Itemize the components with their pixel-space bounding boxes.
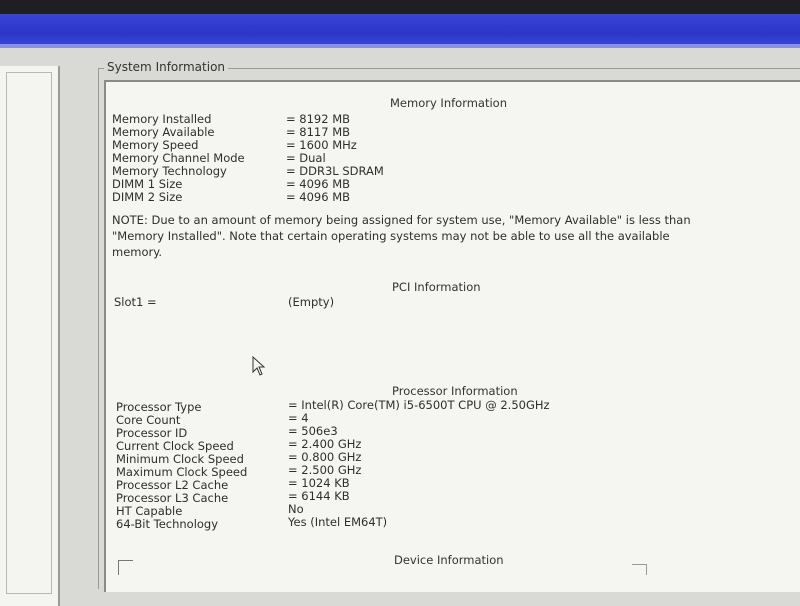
panel-edge-mark (632, 564, 647, 575)
title-bar (0, 14, 800, 46)
processor-label: Processor L3 Cache (116, 491, 229, 505)
memory-heading: Memory Information (390, 96, 507, 110)
processor-value: = 6144 KB (288, 489, 350, 503)
processor-label: Maximum Clock Speed (116, 465, 248, 479)
device-heading: Device Information (394, 553, 504, 567)
memory-value: = 1600 MHz (286, 138, 357, 152)
memory-value: = Dual (286, 151, 326, 165)
processor-label: Processor L2 Cache (116, 478, 229, 492)
system-information-panel[interactable] (104, 80, 800, 592)
memory-label: Memory Technology (112, 164, 227, 178)
memory-label: Memory Available (112, 125, 215, 139)
processor-value: = 2.400 GHz (288, 437, 362, 451)
pci-slot-value: (Empty) (288, 295, 335, 309)
memory-label: Memory Channel Mode (112, 151, 245, 165)
processor-label: Core Count (116, 413, 181, 427)
memory-label: DIMM 1 Size (112, 177, 183, 191)
processor-value: = 506e3 (288, 424, 338, 438)
mouse-pointer-icon (252, 356, 268, 376)
processor-label: Minimum Clock Speed (116, 452, 244, 466)
pci-slot-label: Slot1 = (114, 295, 157, 309)
processor-value: = 0.800 GHz (288, 450, 362, 464)
memory-label: Memory Installed (112, 112, 212, 126)
processor-label: Processor ID (116, 426, 188, 440)
processor-heading: Processor Information (392, 384, 518, 398)
panel-corner-mark (118, 560, 133, 575)
processor-value: = Intel(R) Core(TM) i5-6500T CPU @ 2.50GHz (288, 398, 550, 412)
settings-tree-pane[interactable] (0, 66, 60, 606)
processor-value: No (288, 502, 304, 516)
processor-value: = 4 (288, 411, 309, 425)
memory-value: = 8192 MB (286, 112, 351, 126)
monitor-bezel (0, 0, 800, 14)
processor-value: = 2.500 GHz (288, 463, 362, 477)
processor-label: Processor Type (116, 400, 202, 414)
memory-label: Memory Speed (112, 138, 199, 152)
memory-note: NOTE: Due to an amount of memory being assigned for system use, "Memory Available" is less than "Memory Installed". Note that certain operating systems may not be able to use all the available memory. (112, 213, 691, 259)
memory-value: = 8117 MB (286, 125, 351, 139)
processor-label: Current Clock Speed (116, 439, 234, 453)
memory-value: = 4096 MB (286, 177, 351, 191)
group-title: System Information (104, 60, 228, 74)
processor-label: HT Capable (116, 504, 183, 518)
processor-value: = 1024 KB (288, 476, 350, 490)
processor-label: 64-Bit Technology (116, 517, 219, 531)
title-bar-divider (0, 44, 800, 48)
memory-label: DIMM 2 Size (112, 190, 183, 204)
settings-tree-frame (6, 72, 52, 594)
processor-value: Yes (Intel EM64T) (288, 515, 388, 529)
pci-heading: PCI Information (392, 280, 481, 294)
memory-value: = 4096 MB (286, 190, 351, 204)
memory-value: = DDR3L SDRAM (286, 164, 384, 178)
